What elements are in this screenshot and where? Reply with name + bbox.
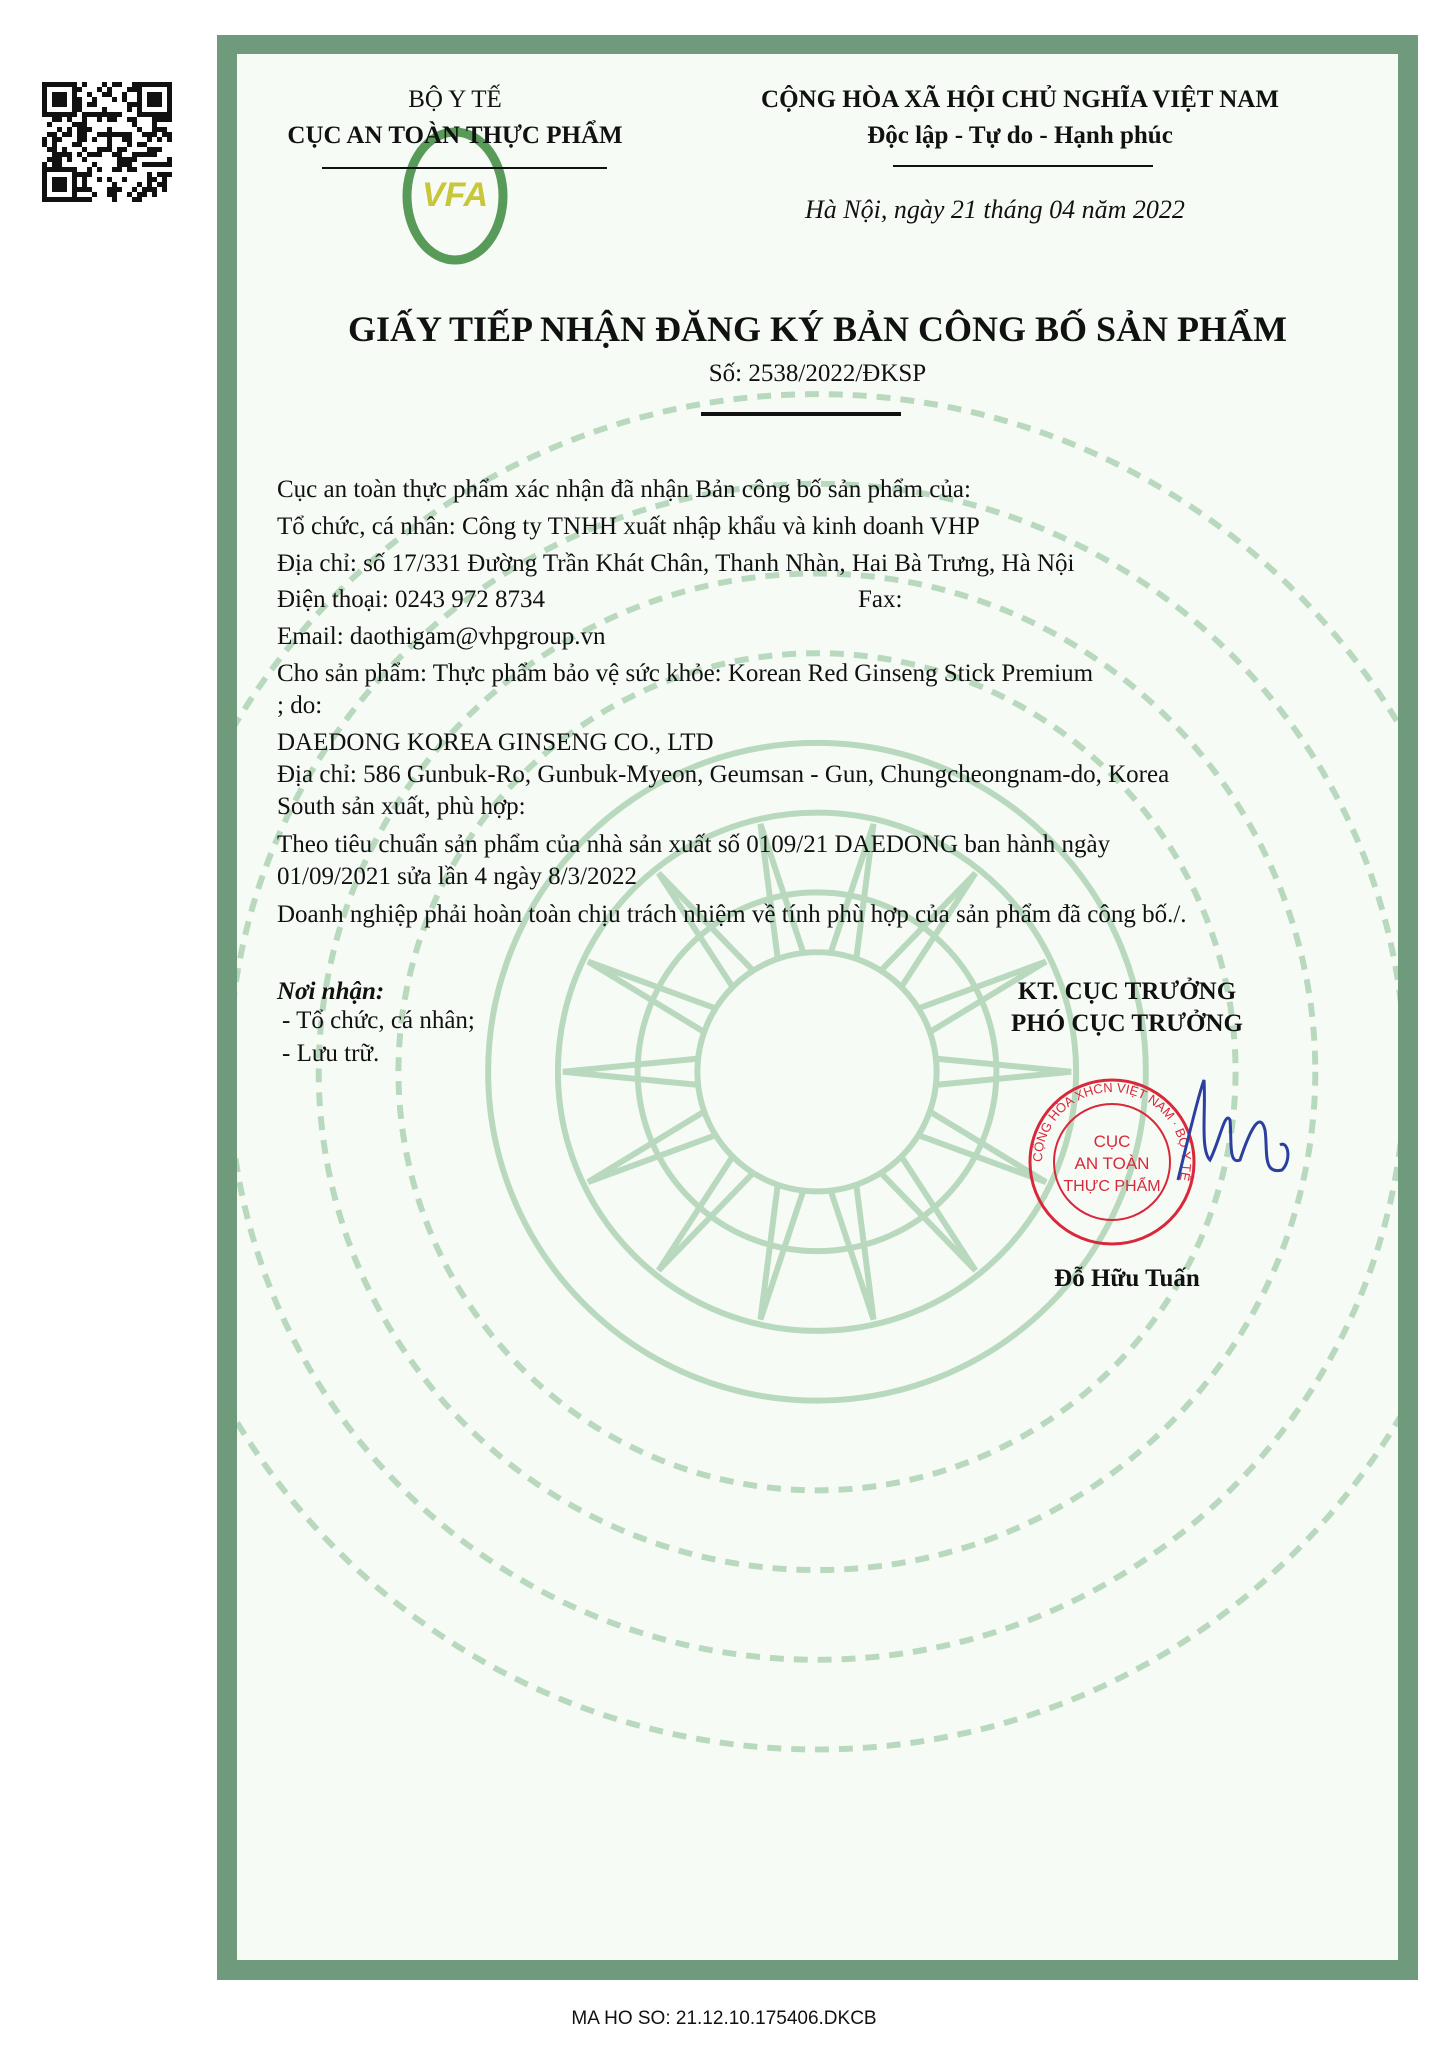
organization-line: Tổ chức, cá nhân: Công ty TNHH xuất nhập khẩu và kinh doanh VHP xyxy=(277,513,980,540)
country-name: CỘNG HÒA XÃ HỘI CHỦ NGHĨA VIỆT NAM xyxy=(761,86,1279,113)
recipient-item: - Tổ chức, cá nhân; xyxy=(282,1007,475,1034)
national-motto: Độc lập - Tự do - Hạnh phúc xyxy=(867,122,1173,149)
agency-name: CỤC AN TOÀN THỰC PHẨM xyxy=(287,122,623,149)
handwritten-signature xyxy=(1170,1070,1300,1210)
header-left-underline xyxy=(322,167,607,169)
recipients-title: Nơi nhận: xyxy=(277,978,385,1005)
document-title: GIẤY TIẾP NHẬN ĐĂNG KÝ BẢN CÔNG BỐ SẢN PHẨM xyxy=(347,309,1288,349)
pattern-star-ray xyxy=(588,962,716,1033)
pattern-ring xyxy=(319,573,1316,1570)
pattern-star-ray xyxy=(563,1059,698,1085)
recipient-item: - Lưu trữ. xyxy=(282,1040,380,1067)
pattern-ring xyxy=(697,952,936,1191)
by-line: ; do: xyxy=(277,692,323,719)
svg-text:AN TOÀN: AN TOÀN xyxy=(1074,1154,1150,1173)
address-line: Địa chỉ: số 17/331 Đường Trần Khát Chân, Thanh Nhàn, Hai Bà Trưng, Hà Nội xyxy=(277,550,1075,577)
product-line: Cho sản phẩm: Thực phẩm bảo vệ sức khỏe: Korean Red Ginseng Stick Premium xyxy=(277,660,1094,687)
document-number: Số: 2538/2022/ĐKSP xyxy=(708,360,927,387)
signer-title-2: PHÓ CỤC TRƯỞNG xyxy=(1011,1010,1243,1037)
manufacturer-address-line-1: Địa chỉ: 586 Gunbuk-Ro, Gunbuk-Myeon, Geumsan - Gun, Chungcheongnam-do, Korea xyxy=(277,761,1170,788)
dossier-code: MA HO SO: 21.12.10.175406.DKCB xyxy=(571,2008,877,2029)
svg-text:CỘNG HÒA XHCN VIỆT NAM · BỘ Y: CỘNG HÒA XHCN VIỆT NAM · BỘ Y TẾ xyxy=(1029,1079,1195,1183)
ministry-name: BỘ Y TẾ xyxy=(408,86,502,113)
manufacturer-line: DAEDONG KOREA GINSENG CO., LTD xyxy=(277,729,714,756)
responsibility-line: Doanh nghiệp phải hoàn toàn chịu trách nhiệm về tính phù hợp của sản phẩm đã công bố./. xyxy=(277,901,1187,928)
header-right-underline xyxy=(893,165,1153,167)
svg-text:VFA: VFA xyxy=(421,176,489,214)
standard-line-1: Theo tiêu chuẩn sản phẩm của nhà sản xuất số 0109/21 DAEDONG ban hành ngày xyxy=(277,831,1111,858)
svg-text:THỰC PHẨM: THỰC PHẨM xyxy=(1063,1178,1161,1195)
issue-date: Hà Nội, ngày 21 tháng 04 năm 2022 xyxy=(805,195,1185,224)
manufacturer-address-line-2: South sản xuất, phù hợp: xyxy=(277,793,526,820)
email-line: Email: daothigam@vhpgroup.vn xyxy=(277,623,606,650)
title-underline xyxy=(701,412,901,416)
phone-line: Điện thoại: 0243 972 8734 xyxy=(277,586,546,613)
svg-text:CỤC: CỤC xyxy=(1093,1132,1131,1151)
pattern-star-ray xyxy=(588,1112,716,1183)
fax-line: Fax: xyxy=(858,586,903,613)
intro-text: Cục an toàn thực phẩm xác nhận đã nhận Bản công bố sản phẩm của: xyxy=(277,476,971,503)
qr-code xyxy=(42,82,172,202)
pattern-ring xyxy=(638,892,997,1251)
standard-line-2: 01/09/2021 sửa lần 4 ngày 8/3/2022 xyxy=(277,863,638,890)
signer-title-1: KT. CỤC TRƯỞNG xyxy=(1017,978,1237,1005)
signer-name: Đỗ Hữu Tuấn xyxy=(1054,1265,1200,1292)
